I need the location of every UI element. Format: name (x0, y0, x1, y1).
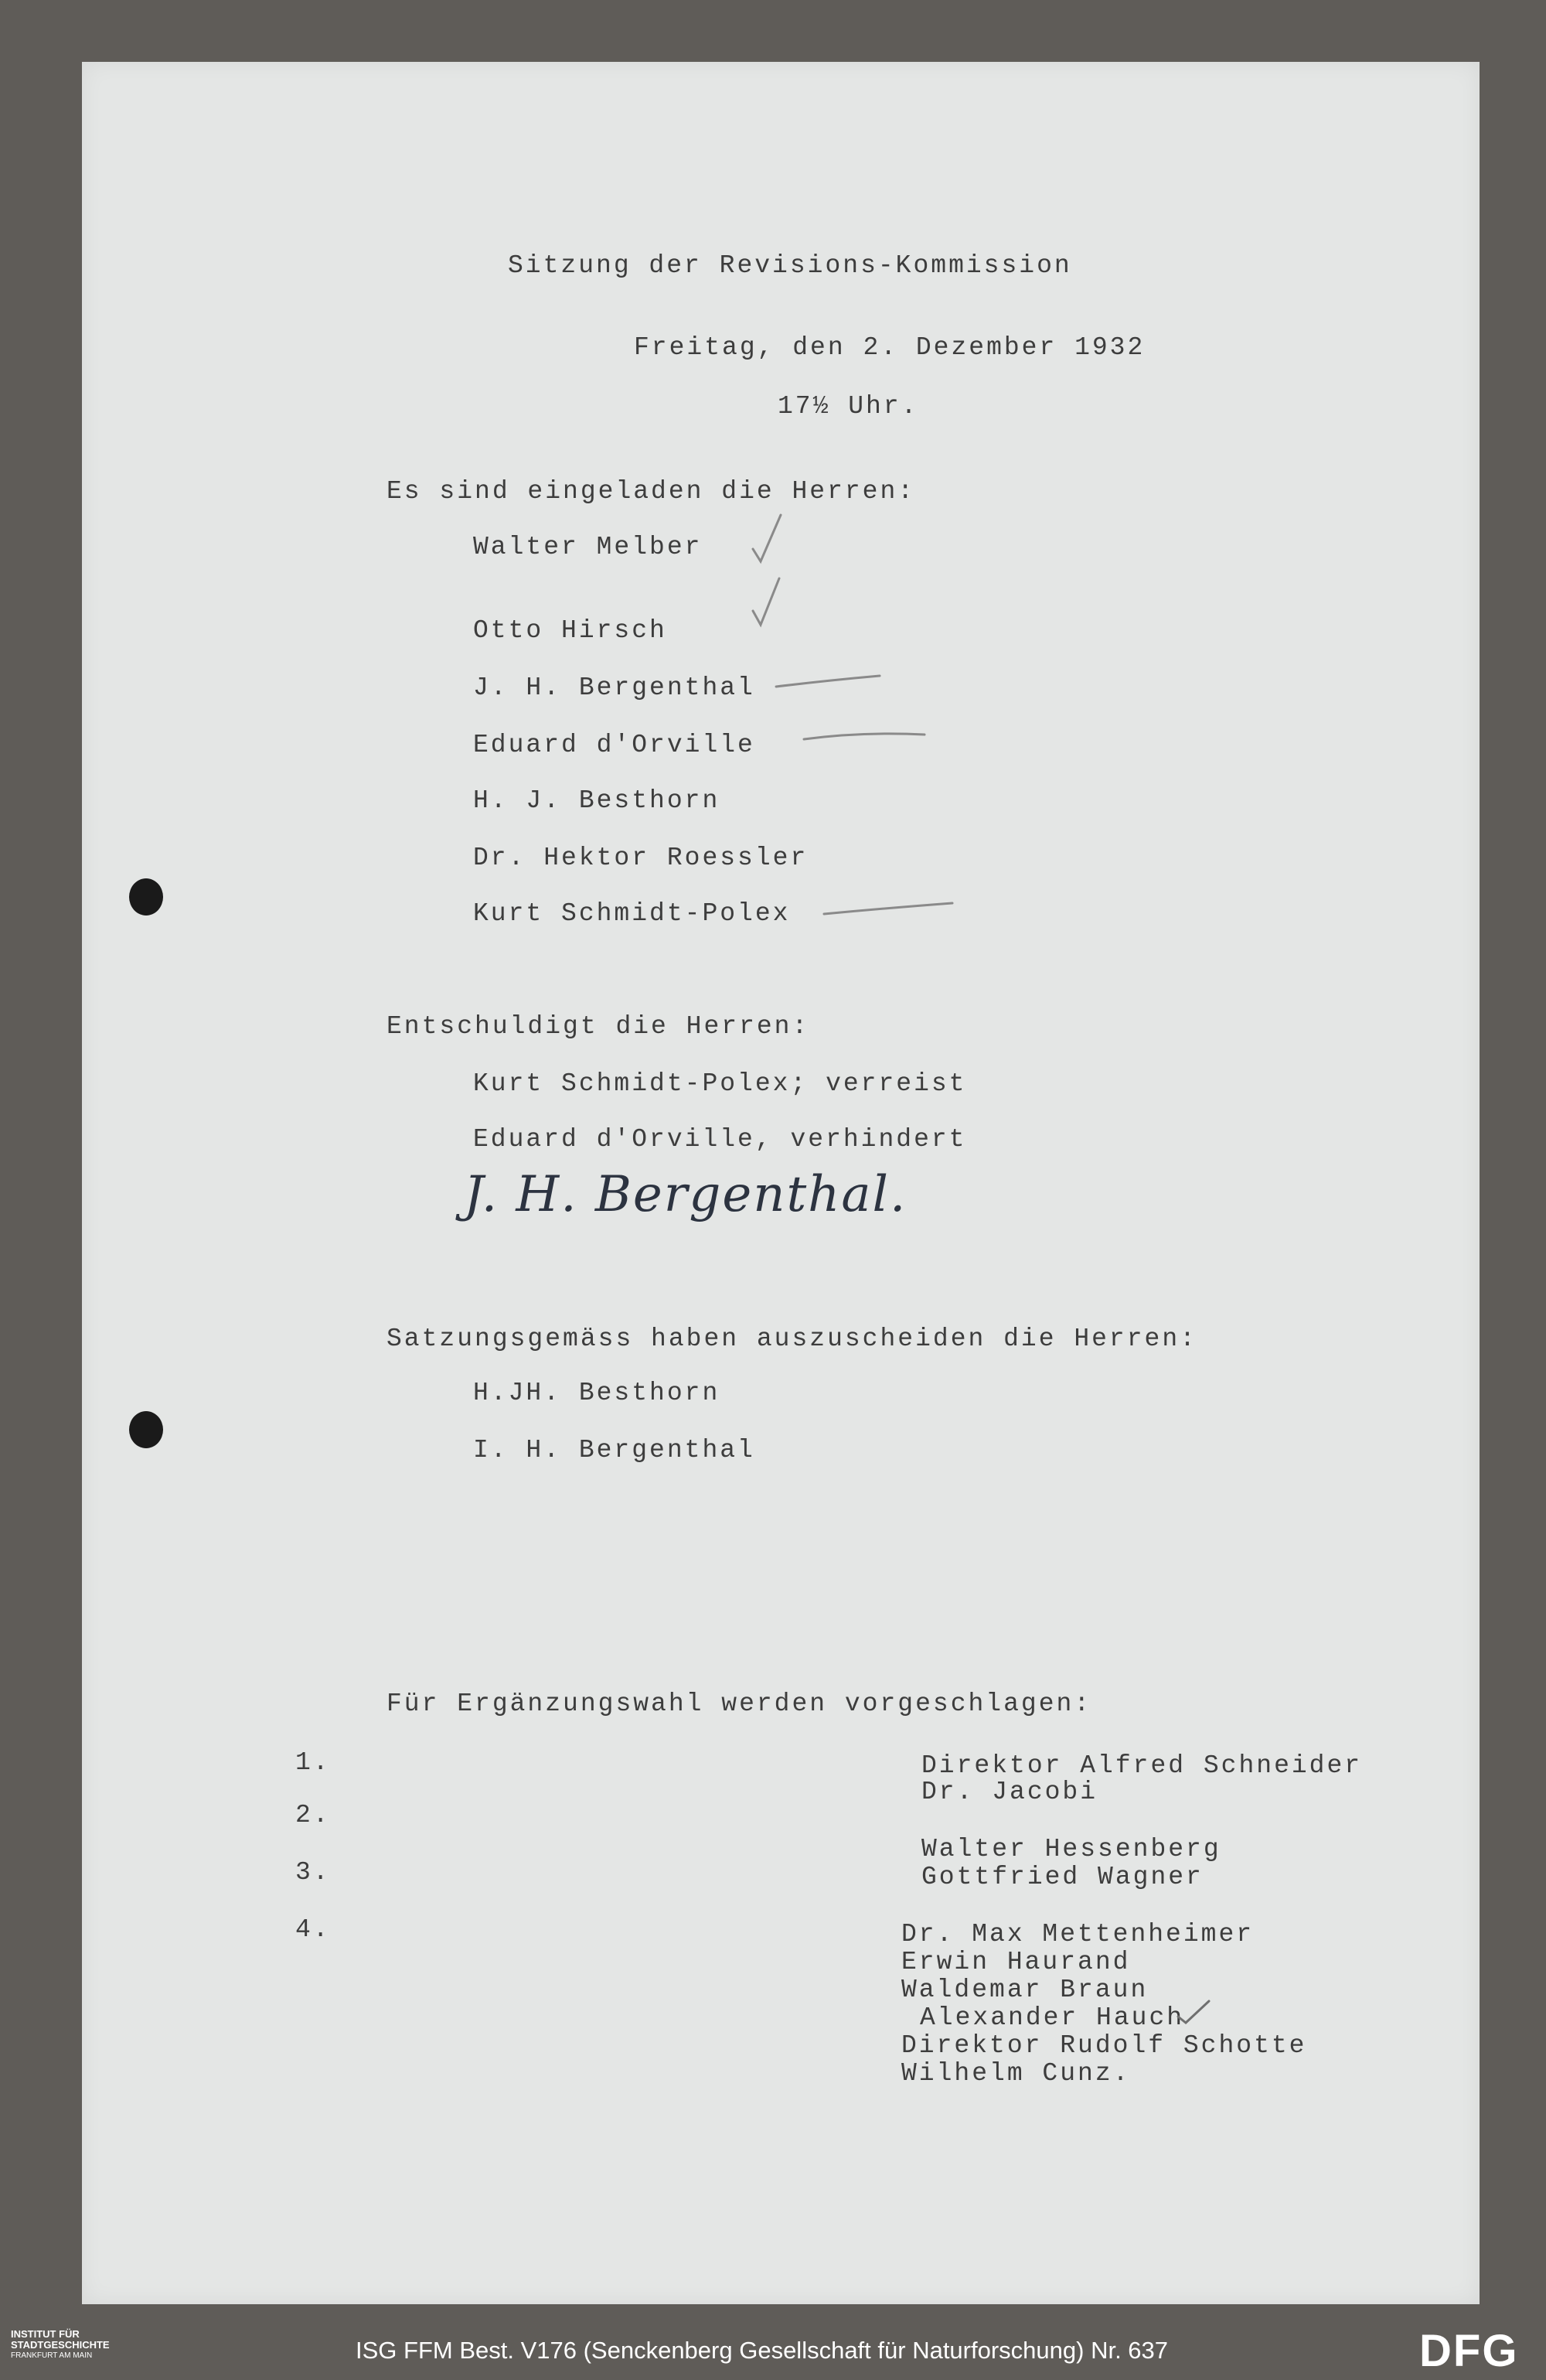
candidate-name: Dr. Jacobi (921, 1778, 1098, 1806)
candidate-name: Dr. Max Mettenheimer (901, 1920, 1255, 1949)
invited-name: Kurt Schmidt-Polex (473, 899, 791, 928)
date-line: Freitag, den 2. Dezember 1932 (634, 333, 1146, 362)
pencil-stroke (773, 671, 889, 694)
pencil-check-icon (1175, 1996, 1214, 2027)
invited-name: Walter Melber (473, 533, 703, 561)
pencil-check-icon (750, 510, 796, 572)
pencil-check-icon (750, 572, 796, 634)
excused-name: Kurt Schmidt-Polex; verreist (473, 1069, 967, 1098)
excused-name: Eduard d'Orville, verhindert (473, 1125, 967, 1154)
election-heading: Für Ergänzungswahl werden vorgeschlagen: (386, 1690, 1092, 1718)
invited-name: Eduard d'Orville (473, 731, 755, 759)
invited-heading: Es sind eingeladen die Herren: (386, 477, 916, 506)
candidate-name: Direktor Alfred Schneider (921, 1751, 1363, 1780)
handwritten-name: J. H. Bergenthal. (464, 1166, 908, 1223)
dfg-logo: DFG (1419, 2326, 1519, 2376)
retiring-heading: Satzungsgemäss haben auszuscheiden die Herren: (386, 1325, 1197, 1353)
candidate-name: Erwin Haurand (901, 1948, 1131, 1976)
time-line: 17½ Uhr. (778, 392, 919, 421)
document-title: Sitzung der Revisions-Kommission (508, 251, 1072, 280)
candidate-name: Direktor Rudolf Schotte (901, 2031, 1307, 2060)
pencil-stroke (821, 897, 960, 920)
archive-logo-line: FRANKFURT AM MAIN (11, 2351, 93, 2360)
candidate-name: Waldemar Braun (901, 1976, 1149, 2004)
candidate-name: Gottfried Wagner (921, 1863, 1204, 1891)
retiring-name: H.JH. Besthorn (473, 1379, 720, 1407)
punch-hole (129, 878, 163, 916)
retiring-name: I. H. Bergenthal (473, 1436, 755, 1464)
excused-heading: Entschuldigt die Herren: (386, 1012, 810, 1041)
election-number: 3. (295, 1858, 331, 1887)
invited-name: J. H. Bergenthal (473, 673, 755, 702)
candidate-name: Walter Hessenberg (921, 1835, 1221, 1863)
invited-name: H. J. Besthorn (473, 786, 720, 815)
pencil-stroke (801, 725, 932, 748)
candidate-name: Wilhelm Cunz. (901, 2059, 1131, 2088)
invited-name: Otto Hirsch (473, 616, 667, 645)
election-number: 4. (295, 1915, 331, 1944)
election-number: 2. (295, 1801, 331, 1829)
archive-logo-line: STADTGESCHICHTE (11, 2339, 110, 2351)
candidate-name: Alexander Hauch (920, 2003, 1185, 2032)
punch-hole (129, 1411, 163, 1448)
archive-logo-line: INSTITUT FÜR (11, 2328, 80, 2340)
election-number: 1. (295, 1748, 331, 1777)
archive-caption: ISG FFM Best. V176 (Senckenberg Gesellschaft für Naturforschung) Nr. 637 (356, 2337, 1169, 2364)
invited-name: Dr. Hektor Roessler (473, 844, 809, 872)
